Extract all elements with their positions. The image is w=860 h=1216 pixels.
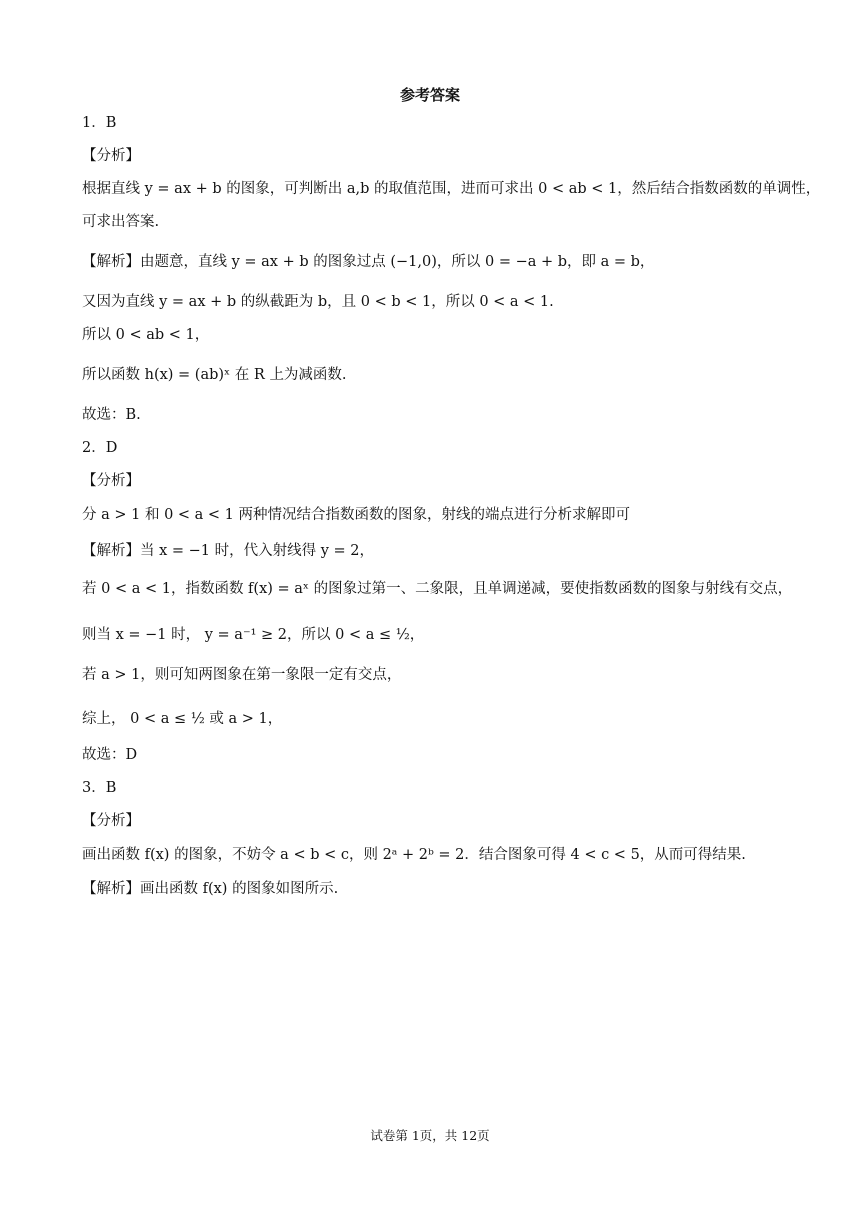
answer-3-heading: 3．B [82, 780, 117, 796]
analysis-label-3: 【分析】 [82, 813, 140, 829]
solution-2-line-4: 若 a > 1，则可知两图象在第一象限一定有交点， [82, 667, 402, 683]
analysis-label-2: 【分析】 [82, 473, 140, 489]
solution-2-line-2: 若 0 < a < 1，指数函数 f(x) = aˣ 的图象过第一、二象限，且单调递减，要使指数函数的图象与射线有交点， [82, 581, 793, 597]
solution-1-line-2: 又因为直线 y = ax + b 的纵截距为 b，且 0 < b < 1，所以 0 < a < 1. [82, 294, 554, 310]
solution-1-line-1: 【解析】由题意，直线 y = ax + b 的图象过点 (−1,0)，所以 0 = −a + b，即 a = b， [82, 254, 655, 270]
analysis-text-1b: 可求出答案. [82, 214, 160, 230]
answer-1-heading: 1．B [82, 115, 117, 131]
solution-1-line-3: 所以 0 < ab < 1， [82, 327, 210, 343]
answer-2-heading: 2．D [82, 440, 118, 456]
choice-2: 故选：D [82, 747, 138, 763]
solution-3-line-1: 【解析】画出函数 f(x) 的图象如图所示. [82, 881, 339, 897]
solution-2-line-1: 【解析】当 x = −1 时，代入射线得 y = 2， [82, 543, 375, 559]
choice-1: 故选：B. [82, 407, 141, 423]
analysis-text-3: 画出函数 f(x) 的图象，不妨令 a < b < c，则 2ᵃ + 2ᵇ = 2．结合图象可得 4 < c < 5，从而可得结果. [82, 847, 746, 863]
analysis-label-1: 【分析】 [82, 148, 140, 164]
page-title: 参考答案 [399, 86, 460, 104]
solution-2-line-3: 则当 x = −1 时， y = a⁻¹ ≥ 2，所以 0 < a ≤ ½， [82, 627, 425, 643]
analysis-text-2: 分 a > 1 和 0 < a < 1 两种情况结合指数函数的图象，射线的端点进行分析求解即可 [82, 507, 631, 523]
solution-2-line-5: 综上， 0 < a ≤ ½ 或 a > 1， [82, 711, 283, 727]
analysis-text-1a: 根据直线 y = ax + b 的图象，可判断出 a,b 的取值范围，进而可求出 0 < ab < 1，然后结合指数函数的单调性， [82, 181, 821, 197]
page-footer: 试卷第 1页，共 12页 [370, 1128, 490, 1143]
solution-1-line-4: 所以函数 h(x) = (ab)ˣ 在 R 上为减函数. [82, 367, 347, 383]
